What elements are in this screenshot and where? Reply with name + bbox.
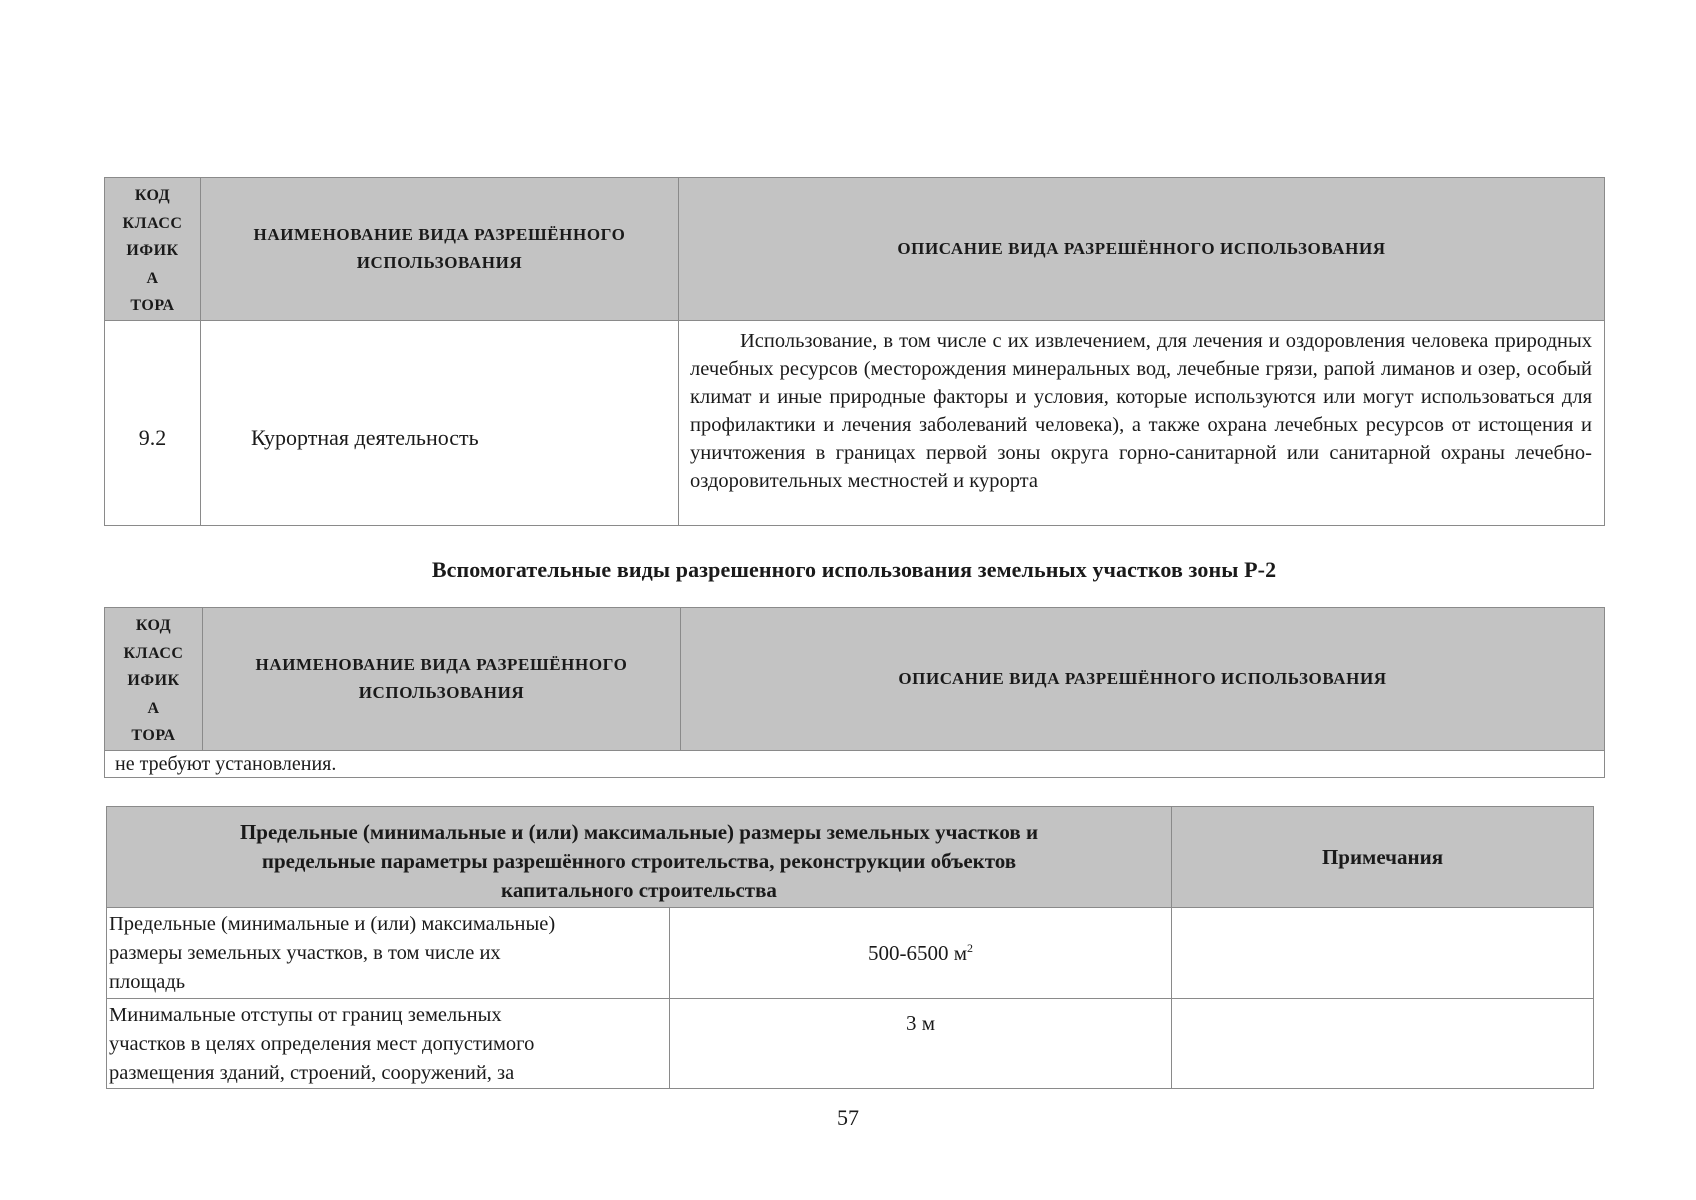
row-name: Курортная деятельность <box>201 321 679 526</box>
table-header-row <box>105 608 1605 751</box>
row-label: Предельные (минимальные и (или) максимальные) размеры земельных участков, в том числе их площадь <box>107 908 670 999</box>
permitted-use-table <box>104 177 1605 526</box>
row-description: Использование, в том числе с их извлечением, для лечения и оздоровления человека природных лечебных ресурсов (месторождения минеральных вод, лечебные грязи, рапой лиманов и озер, особый климат и иные природные факторы и условия, которые используются или могут использоваться для профилактики и лечения заболеваний человека), а также охрана лечебных ресурсов от истощения и уничтожения в границах первой зоны округа горно-санитарной или санитарной охраны лечебно-оздоровительных местностей и курорта <box>679 321 1605 526</box>
table-row <box>107 999 1594 1089</box>
header-code: КОД КЛАСС ИФИК А ТОРА <box>105 608 203 751</box>
table-row <box>105 321 1605 526</box>
table-header-row <box>105 178 1605 321</box>
row-value: 500-6500 $м^2$ <box>670 908 1172 999</box>
header-description: ОПИСАНИЕ ВИДА РАЗРЕШЁННОГО ИСПОЛЬЗОВАНИЯ <box>681 608 1605 751</box>
table-row <box>105 751 1605 778</box>
header-name: НАИМЕНОВАНИЕ ВИДА РАЗРЕШЁННОГО ИСПОЛЬЗОВАНИЯ <box>203 608 681 751</box>
page-number: 57 <box>837 1105 859 1130</box>
limits-table <box>106 806 1594 1089</box>
row-note <box>1172 908 1594 999</box>
header-code: КОД КЛАСС ИФИК А ТОРА <box>105 178 201 321</box>
table-header-row <box>107 807 1594 908</box>
row-code: 9.2 <box>105 321 201 526</box>
row-note <box>1172 999 1594 1089</box>
auxiliary-use-table <box>104 607 1605 778</box>
superscript: 2 <box>967 940 974 955</box>
section-caption: Вспомогательные виды разрешенного использования земельных участков зоны Р-2 <box>431 557 1277 582</box>
row-label: Минимальные отступы от границ земельных участков в целях определения мест допустимого размещения зданий, строений, сооружений, за <box>107 999 670 1089</box>
header-name: НАИМЕНОВАНИЕ ВИДА РАЗРЕШЁННОГО ИСПОЛЬЗОВАНИЯ <box>201 178 679 321</box>
header-notes: Примечания <box>1172 807 1594 908</box>
header-description: ОПИСАНИЕ ВИДА РАЗРЕШЁННОГО ИСПОЛЬЗОВАНИЯ <box>679 178 1605 321</box>
table-row <box>107 908 1594 999</box>
header-parameters: Предельные (минимальные и (или) максимальные) размеры земельных участков и предельные параметры разрешённого строительства, реконструкции объектов капитального строительства <box>107 807 1172 908</box>
row-value: 3 м <box>670 999 1172 1089</box>
no-requirement-note: не требуют установления. <box>105 751 1605 778</box>
